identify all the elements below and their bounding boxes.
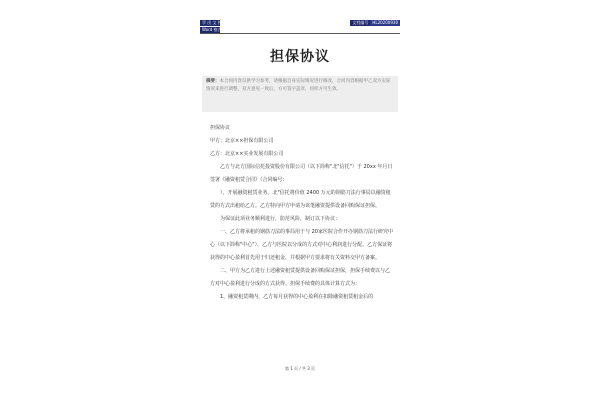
header-divider [200, 33, 400, 34]
abstract-text: 本合同内容仅供学习参考，请根据自身实际情况进行修改，合同内容根据甲乙双方实际情况来进行调整，双方意见一致后，方可签字盖章，同样方可生效。 [206, 79, 391, 92]
footer-suffix: 页 [311, 366, 316, 371]
body-paragraph: 二、甲方为乙方进行上述融资租赁提供设备回购保证担保，担保手续费以与乙方对中心盈利进行分成的方式获得。担保手续费的具体计算方式为： [210, 268, 391, 287]
body-paragraph: 乙方与北方国际信托投资股份有限公司（以下简称"北"信托"）于 20xx 年月日签署《融资租赁合同》（合同编号： [210, 164, 393, 183]
page-title: 担保协议 [270, 49, 330, 65]
body-paragraph: 为保证此项业务顺利进行，防范风险，制订以下协议： [220, 216, 341, 222]
document-body [210, 122, 394, 304]
doc-id-label: 文档编号 [352, 20, 369, 25]
footer-total-pages: 3 [307, 366, 310, 371]
abstract-box [202, 76, 398, 112]
footer-current-page: 1 [290, 366, 293, 371]
abstract-label: 摘要： [206, 79, 220, 84]
body-paragraph: 甲方：北京××担保有限公司 [210, 138, 274, 144]
body-paragraph: 一、乙方将承租的钢筋刀法的事局用于与 20家医院合作开办钢筋刀法行研究中心（以下简称"中心"），乙方与医院以分成的方式对中心利润进行分配。乙方保证将获得的中心盈利首先用于归还租金，并根据甲方要求将有关资料交甲方备案。 [210, 229, 393, 261]
body-paragraph: 1、融资租赁期内，乙方每月获得的中心盈利在扣除融资租赁租金后的 [220, 294, 374, 300]
doc-id-value: HL20200930 [372, 20, 398, 25]
footer-prefix: 第 [284, 366, 289, 371]
header-tag: Word 格式 [202, 27, 222, 32]
body-paragraph: ），开展融资租赁业务。北"信托将价值 2400 万元的钢筋刀法行事局以融资租赁的方式出租给乙方。乙方特向甲方申请为该笔融资提供设备回购保证担保。 [210, 190, 391, 209]
doc-id-box [350, 20, 400, 26]
header-tag: 学 出 文 档 [202, 20, 222, 25]
footer-middle: 页 / 共 [294, 366, 306, 371]
body-paragraph: 担保协议 [210, 125, 231, 131]
header-tags [200, 20, 220, 34]
body-paragraph: 乙方：北京××实业发展有限公司 [210, 151, 284, 157]
page-footer [200, 366, 400, 372]
